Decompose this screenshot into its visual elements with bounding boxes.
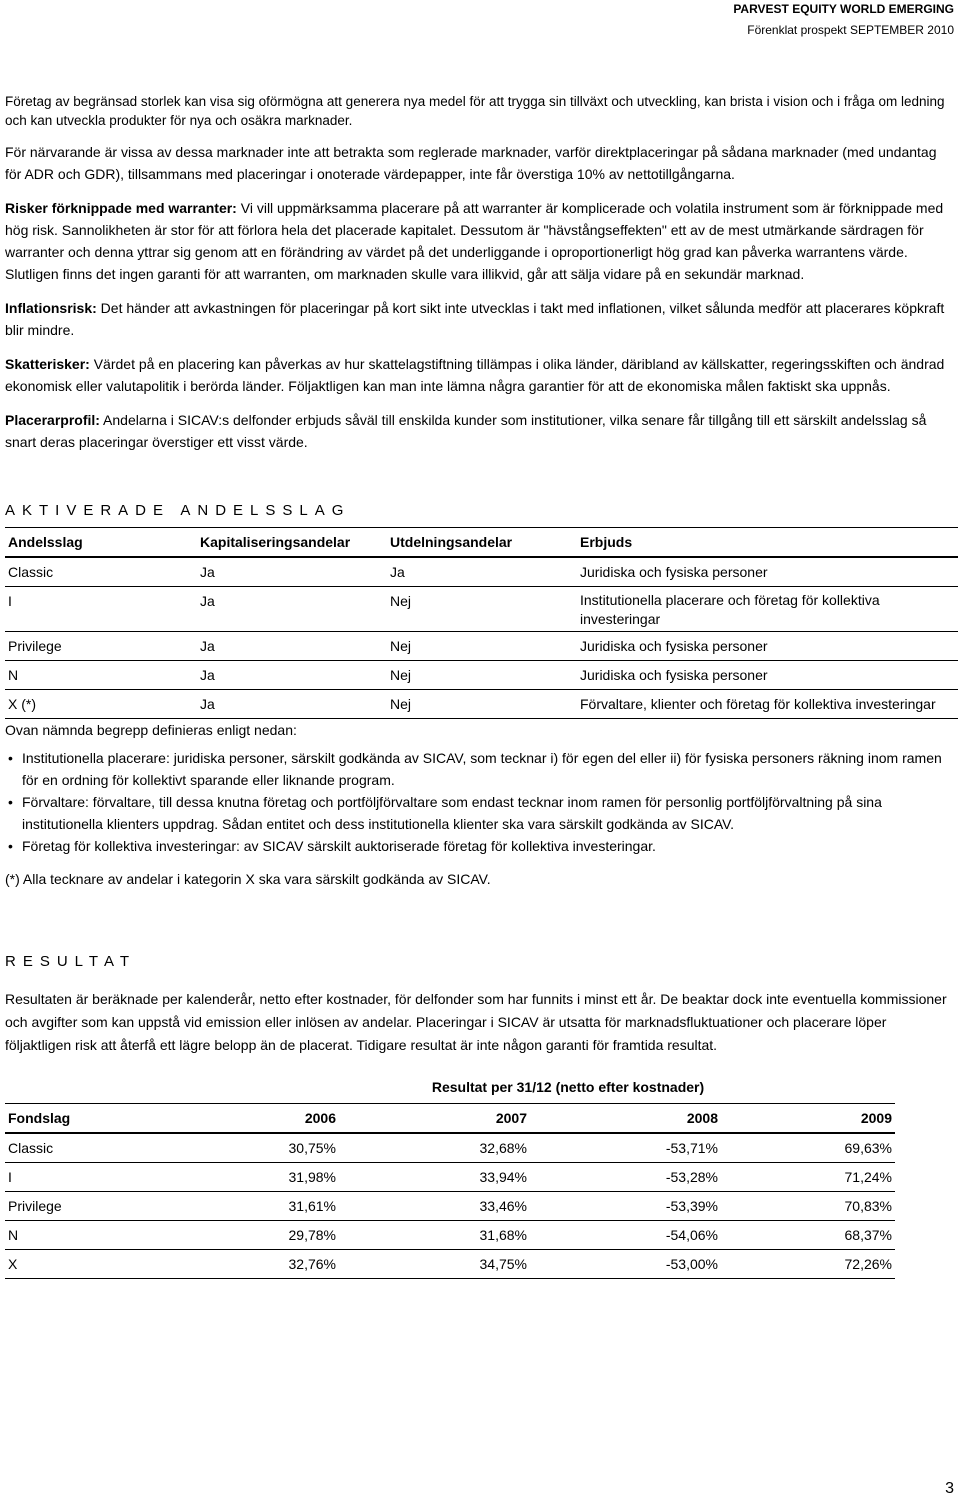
list-item-text: Företag för kollektiva investeringar: av SICAV särskilt auktoriserade företag för kollektiva investeringar. — [22, 838, 656, 854]
table-cell: 72,26% — [721, 1250, 895, 1279]
risk-warrants — [5, 197, 955, 285]
table-cell: Nej — [387, 661, 577, 690]
table-cell: 32,68% — [339, 1133, 530, 1163]
table-cell: Privilege — [5, 1192, 241, 1221]
table-cell: 70,83% — [721, 1192, 895, 1221]
table-cell: Privilege — [5, 632, 197, 661]
column-header: 2006 — [241, 1104, 339, 1134]
column-header: Erbjuds — [577, 528, 958, 558]
table-caption-row — [5, 1073, 895, 1104]
document-subtitle: Förenklat prospekt SEPTEMBER 2010 — [747, 23, 954, 37]
table-cell: 71,24% — [721, 1163, 895, 1192]
results-table — [5, 1073, 895, 1279]
table-cell: 69,63% — [721, 1133, 895, 1163]
table-row — [5, 1250, 895, 1279]
column-header: Andelsslag — [5, 528, 197, 558]
table-cell: N — [5, 1221, 241, 1250]
table-row — [5, 587, 958, 632]
table-row — [5, 632, 958, 661]
investor-profile — [5, 409, 955, 453]
table-cell: Ja — [197, 690, 387, 719]
table-cell: Classic — [5, 1133, 241, 1163]
risk-warrants-text: Vi vill uppmärksamma placerare på att warranter är komplicerade och volatila instrument som är förknippade med hög risk. Sannolikheten är stor för att förlora hela det placerade kapitalet. Dessutom är "hävstångseffekten" ett av de mest utmärkande särdragen för warranter och denna yttrar sig genom att en förändring av värdet på det underliggande i oproportionerligt hög grad kan påverka warrantens värde. Slutligen finns det ingen garanti för att warranten, om marknaden skulle vara illikvid, går att sälja vidare på en sekundär marknad. — [5, 200, 944, 282]
table-cell: 68,37% — [721, 1221, 895, 1250]
table-cell: 33,94% — [339, 1163, 530, 1192]
table-cell: Juridiska och fysiska personer — [577, 632, 958, 661]
table-cell: Ja — [197, 661, 387, 690]
intro-paragraph-2: För närvarande är vissa av dessa marknader inte att betrakta som reglerade marknader, varför direktplaceringar på sådana marknader (med undantag för ADR och GDR), tillsammans med placeringar i onoterade värdepapper, inte får överstiga 10% av nettotillgångarna. — [5, 144, 937, 182]
table-cell: -53,39% — [530, 1192, 721, 1221]
table-cell: -54,06% — [530, 1221, 721, 1250]
intro-paragraph-1: Företag av begränsad storlek kan visa sig oförmögna att generera nya medel för att trygga sin tillväxt och utveckling, kan brista i vision och i fråga om ledning och kan utveckla produkter för nya och osäkra marknader. — [5, 94, 945, 128]
table-cell: 29,78% — [241, 1221, 339, 1250]
bullet-icon: • — [8, 794, 13, 810]
definitions-list — [5, 747, 955, 857]
risk-inflation-label: Inflationsrisk: — [5, 300, 97, 316]
table-cell: Juridiska och fysiska personer — [577, 661, 958, 690]
table-cell: -53,00% — [530, 1250, 721, 1279]
table-cell: X (*) — [5, 690, 197, 719]
table-cell: X — [5, 1250, 241, 1279]
table-header-row — [5, 528, 958, 558]
table-row — [5, 1192, 895, 1221]
table-cell: 34,75% — [339, 1250, 530, 1279]
risk-tax-text: Värdet på en placering kan påverkas av hur skattelagstiftning tillämpas i olika länder, däribland av källskatter, regeringsskiften och ändrad ekonomisk eller valutapolitik i berörda länder. Följaktligen kan man inte lämna några garantier för att de ekonomiska målen faktiskt ska uppnås. — [5, 356, 945, 394]
table-cell: Ja — [197, 557, 387, 587]
list-item-text: Institutionella placerare: juridiska personer, särskilt godkända av SICAV, som tecknar i) för egen del eller ii) för fysiska personers räkning inom ramen för en ordning för kollektivt sparande eller liknande program. — [22, 750, 942, 788]
table-cell: 31,98% — [241, 1163, 339, 1192]
table-row — [5, 661, 958, 690]
table-row — [5, 1163, 895, 1192]
bullet-icon: • — [8, 838, 13, 854]
page-number: 3 — [945, 1480, 954, 1497]
table-cell: 31,68% — [339, 1221, 530, 1250]
table-cell: Juridiska och fysiska personer — [577, 557, 958, 587]
document-title: PARVEST EQUITY WORLD EMERGING — [733, 2, 954, 16]
table-cell: Classic — [5, 557, 197, 587]
risk-inflation — [5, 297, 955, 341]
table-cell: Nej — [387, 632, 577, 661]
page-body — [5, 92, 955, 1279]
risk-warrants-label: Risker förknippade med warranter: — [5, 200, 237, 216]
table-cell: Nej — [387, 587, 577, 632]
column-header: 2008 — [530, 1104, 721, 1134]
list-item-text: Förvaltare: förvaltare, till dessa knutna företag och portföljförvaltare som endast tecknar inom ramen för personlig portföljförvaltning på sina institutionella klienters uppdrag. Sådan entitet och dess institutionella klienter ska vara särskilt godkända av SICAV. — [22, 794, 882, 832]
investor-profile-text: Andelarna i SICAV:s delfonder erbjuds såväl till enskilda kunder som institutioner, vilka senare får tillgång till ett särskilt andelsslag så snart deras placeringar överstiger ett visst värde. — [5, 412, 927, 450]
table-cell: 31,61% — [241, 1192, 339, 1221]
column-header: 2007 — [339, 1104, 530, 1134]
table-cell: Ja — [197, 632, 387, 661]
list-item — [5, 835, 955, 857]
bullet-icon: • — [8, 750, 13, 766]
table-row — [5, 1221, 895, 1250]
table-cell: Institutionella placerare och företag för kollektiva investeringar — [577, 587, 958, 632]
share-classes-title: AKTIVERADE ANDELSSLAG — [5, 502, 351, 519]
table-cell: 30,75% — [241, 1133, 339, 1163]
list-item — [5, 791, 955, 835]
definitions-intro: Ovan nämnda begrepp definieras enligt nedan: — [5, 722, 297, 738]
results-text: Resultaten är beräknade per kalenderår, netto efter kostnader, för delfonder som har funnits i minst ett år. De beaktar dock inte eventuella kommissioner och avgifter som kan uppstå vid emission eller inlösen av andelar. Placeringar i SICAV är utsatta för marknadsfluktuationer och placerare löper följaktligen risk att återfå ett lägre belopp än de placerat. Tidigare resultat är inte någon garanti för framtida resultat. — [5, 991, 947, 1053]
investor-profile-label: Placerarprofil: — [5, 412, 100, 428]
table-cell: I — [5, 587, 197, 632]
results-caption: Resultat per 31/12 (netto efter kostnader) — [431, 1079, 705, 1095]
page-header — [733, 0, 954, 38]
table-row — [5, 690, 958, 719]
definitions-note: (*) Alla tecknare av andelar i kategorin X ska vara särskilt godkända av SICAV. — [5, 871, 491, 887]
table-cell: 33,46% — [339, 1192, 530, 1221]
table-cell: Förvaltare, klienter och företag för kollektiva investeringar — [577, 690, 958, 719]
table-cell: 32,76% — [241, 1250, 339, 1279]
column-header: Fondslag — [5, 1104, 241, 1134]
results-title: RESULTAT — [5, 953, 137, 970]
share-classes-table — [5, 527, 958, 719]
risk-tax — [5, 353, 955, 397]
table-row — [5, 1133, 895, 1163]
table-cell: Ja — [387, 557, 577, 587]
list-item — [5, 747, 955, 791]
column-header: 2009 — [721, 1104, 895, 1134]
risk-tax-label: Skatterisker: — [5, 356, 90, 372]
table-cell: Nej — [387, 690, 577, 719]
risk-inflation-text: Det händer att avkastningen för placeringar på kort sikt inte utvecklas i takt med inflationen, vilket sålunda medför att placerares köpkraft blir mindre. — [5, 300, 945, 338]
table-cell: -53,71% — [530, 1133, 721, 1163]
table-cell: -53,28% — [530, 1163, 721, 1192]
table-cell: Ja — [197, 587, 387, 632]
column-header: Kapitaliseringsandelar — [197, 528, 387, 558]
table-cell: I — [5, 1163, 241, 1192]
table-cell: N — [5, 661, 197, 690]
table-header-row — [5, 1104, 895, 1134]
column-header: Utdelningsandelar — [387, 528, 577, 558]
table-row — [5, 557, 958, 587]
